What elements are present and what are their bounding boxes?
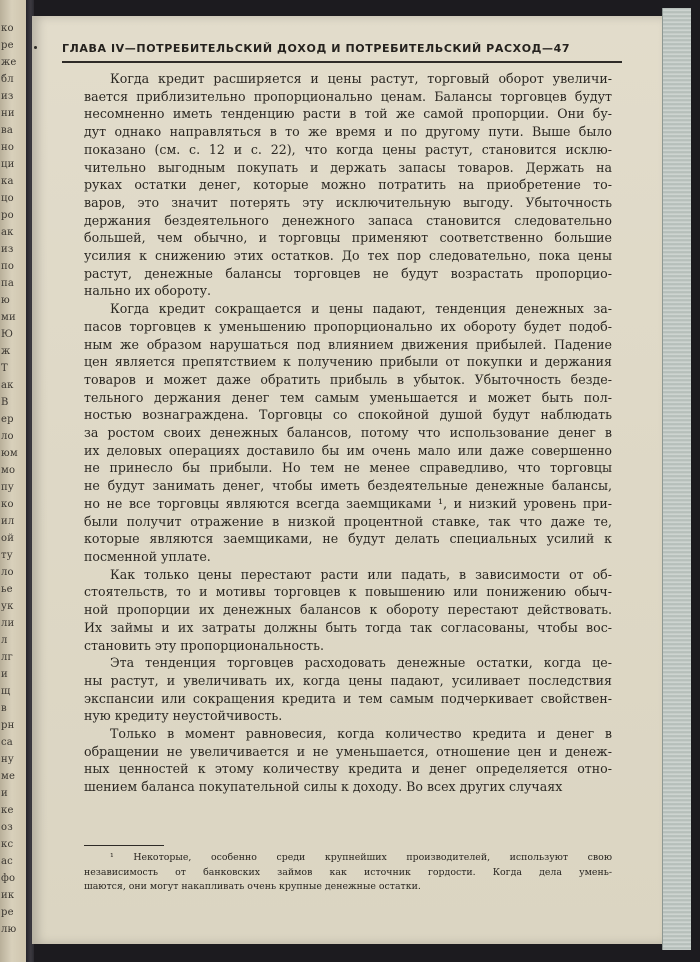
body-text	[84, 70, 612, 796]
left-page-fragment: мо	[1, 465, 16, 476]
text-line: становить эту пропорциональность.	[84, 637, 325, 653]
text-line: пасов торговцев к уменьшению пропорционально их обороту будет подоб-	[84, 318, 612, 334]
text-line: цен является препятствием к получению прибыли от покупки и держания	[84, 354, 612, 370]
page-mark-dot	[34, 46, 37, 49]
left-page-fragment: ак	[1, 380, 14, 391]
text-line: ную кредиту неустойчивость.	[84, 708, 283, 724]
left-page-fragment: ло	[1, 431, 14, 442]
text-line: стоятельств, то и мотивы торговцев к повышению или понижению обыч-	[84, 584, 612, 600]
text-line: нально их обороту.	[84, 283, 212, 299]
left-page-fragment: ну	[1, 754, 14, 765]
left-page-fragment: ер	[1, 414, 14, 425]
left-page-fragment: и	[1, 669, 8, 680]
left-page-fragment: лг	[1, 652, 13, 663]
left-page-fragment: фо	[1, 873, 16, 884]
text-line: усилия к снижению этих остатков. До тех пор следовательно, пока цены	[84, 248, 612, 264]
left-page-fragment: ци	[1, 159, 15, 170]
text-line: были получит отражение в низкой процентной ставке, так что даже те,	[84, 513, 612, 529]
text-line: Их займы и их затраты должны быть тогда так согласованы, чтобы вос-	[84, 619, 612, 635]
left-page-fragment: Т	[1, 363, 8, 374]
text-line: Когда кредит сокращается и цены падают, тенденция денежных за-	[110, 301, 612, 317]
paragraph	[84, 654, 612, 725]
footnote-line: ¹ Некоторые, особенно среди крупнейших производителей, используют свою	[110, 852, 612, 863]
left-page-fragment: Ю	[1, 329, 14, 340]
left-page-fragment: щ	[1, 686, 11, 697]
text-line: ным же образом нарушаться под влиянием движения прибылей. Падение	[84, 336, 612, 352]
text-line: Когда кредит расширяется и цены растут, торговый оборот увеличи-	[110, 71, 612, 86]
footnote-line: шаются, они могут накапливать очень крупные денежные остатки.	[84, 881, 421, 892]
left-page-fragment: ил	[1, 516, 15, 527]
left-page-fragment: ре	[1, 40, 14, 51]
text-line: варов, это значит потерять эту исключительную выгоду. Убыточность	[84, 194, 612, 210]
footnote-line: независимость от банковских займов как источник гордости. Когда дела умень-	[84, 866, 612, 878]
left-page-fragment: рн	[1, 720, 15, 731]
text-line: не принесло бы прибыли. Но тем не менее справедливо, что торговцы	[84, 460, 612, 476]
left-page-fragment: цо	[1, 193, 14, 204]
left-page-fragment: бл	[1, 74, 14, 85]
text-line: ной пропорции их денежных балансов к обороту перестают действовать.	[84, 602, 612, 618]
text-line: товаров и может даже обратить прибыль в убыток. Убыточность безде-	[84, 371, 612, 387]
left-page-fragment: же	[1, 57, 17, 68]
running-header: ГЛАВА IV—ПОТРЕБИТЕЛЬСКИЙ ДОХОД И ПОТРЕБИТЕЛЬСКИЙ РАСХОД—47	[62, 42, 571, 55]
text-line: не будут занимать денег, чтобы иметь бездеятельные денежные балансы,	[84, 478, 612, 494]
text-line: шением баланса покупательной силы к доходу. Во всех других случаях	[84, 779, 563, 795]
left-page-fragment: ке	[1, 805, 14, 816]
left-page-fragment: ак	[1, 227, 14, 238]
text-line: посменной уплате.	[84, 548, 211, 564]
left-page-fragment: пу	[1, 482, 14, 493]
paragraph	[84, 300, 612, 566]
left-page-fragment: ва	[1, 125, 13, 136]
left-page-fragment: ье	[1, 584, 13, 595]
left-page-fragment: ни	[1, 108, 15, 119]
adjacent-left-page	[0, 0, 26, 962]
footnote	[84, 851, 612, 895]
left-page-fragment: ло	[1, 567, 14, 578]
left-page-fragment: лю	[1, 924, 17, 935]
left-page-fragment: но	[1, 142, 15, 153]
left-page-fragment: ук	[1, 601, 14, 612]
text-line: руках остатки денег, которые можно потратить на приобретение то-	[84, 177, 612, 193]
left-page-fragment: ре	[1, 907, 14, 918]
paragraph	[84, 725, 612, 796]
left-page-fragment: ю	[1, 295, 10, 306]
text-line: за ростом своих денежных балансов, потому что использование денег в	[84, 425, 612, 441]
text-line: обращении не увеличивается и не уменьшается, отношение цен и денеж-	[84, 743, 612, 759]
paragraph	[84, 70, 612, 300]
book-page	[32, 16, 662, 944]
left-page-fragment: ка	[1, 176, 14, 187]
left-page-fragment: ми	[1, 312, 16, 323]
left-page-fragment: ой	[1, 533, 15, 544]
left-page-fragment: в	[1, 703, 7, 714]
left-page-fragment: ик	[1, 890, 15, 901]
left-page-fragment: ас	[1, 856, 13, 867]
left-page-fragment: В	[1, 397, 9, 408]
header-rule	[62, 61, 622, 63]
footnote-rule	[84, 845, 164, 846]
left-page-fragment: ко	[1, 499, 14, 510]
left-page-fragment: из	[1, 244, 14, 255]
text-line: ны растут, и увеличивать их, когда цены падают, усиливает последствия	[84, 672, 612, 688]
left-page-fragment: из	[1, 91, 14, 102]
text-line: Как только цены перестают расти или падать, в зависимости от об-	[110, 566, 612, 582]
text-line: показано (см. с. 12 и с. 22), что когда цены растут, становится исклю-	[84, 141, 612, 157]
left-page-fragment: кс	[1, 839, 14, 850]
text-line: их деловых операциях доставило бы им очень мало или даже совершенно	[84, 442, 612, 458]
left-page-fragment: ли	[1, 618, 15, 629]
text-line: экспансии или сокращения кредита и тем самым подчеркивает свойствен-	[84, 690, 612, 706]
page-edge-stack	[662, 8, 691, 950]
left-page-fragment: юм	[1, 448, 18, 459]
left-page-fragment: са	[1, 737, 13, 748]
text-line: большей, чем обычно, и торговцы применяют соответственно большие	[84, 230, 612, 246]
text-line: дут однако направляться в то же время и по другому пути. Выше было	[84, 124, 612, 140]
text-line: Только в момент равновесия, когда количество кредита и денег в	[110, 726, 612, 742]
text-line: но не все торговцы являются всегда заемщиками ¹, и низкий уровень при-	[84, 495, 612, 511]
text-line: вается приблизительно пропорционально ценам. Балансы торговцев будут	[84, 88, 612, 104]
left-page-fragment: оз	[1, 822, 13, 833]
left-page-fragment: ту	[1, 550, 13, 561]
left-page-fragment: ро	[1, 210, 14, 221]
left-page-fragment: и	[1, 788, 8, 799]
text-line: растут, денежные балансы торговцев не будут возрастать пропорцио-	[84, 265, 612, 281]
text-line: чительно выгодным покупать и держать запасы товаров. Держать на	[84, 159, 612, 175]
left-page-fragment: па	[1, 278, 15, 289]
left-page-fragment: ме	[1, 771, 16, 782]
left-page-fragment: л	[1, 635, 8, 646]
text-line: Эта тенденция торговцев расходовать денежные остатки, когда це-	[110, 655, 612, 671]
text-line: тельного держания денег тем самым уменьшается и может быть пол-	[84, 389, 612, 405]
text-line: ных ценностей к этому количеству кредита и денег определяется отно-	[84, 761, 612, 777]
text-line: которые являются заемщиками, не будут делать специальных усилий к	[84, 531, 612, 547]
text-line: несомненно иметь тенденцию расти в той же самой пропорции. Они бу-	[84, 106, 612, 122]
text-line: ностью вознаграждена. Торговцы со спокойной душой будут наблюдать	[84, 407, 612, 423]
left-page-fragment: ко	[1, 23, 14, 34]
left-page-fragment: ж	[1, 346, 11, 357]
paragraph	[84, 566, 612, 655]
text-line: держания бездеятельного денежного запаса становится следовательно	[84, 212, 612, 228]
left-page-fragment: по	[1, 261, 15, 272]
